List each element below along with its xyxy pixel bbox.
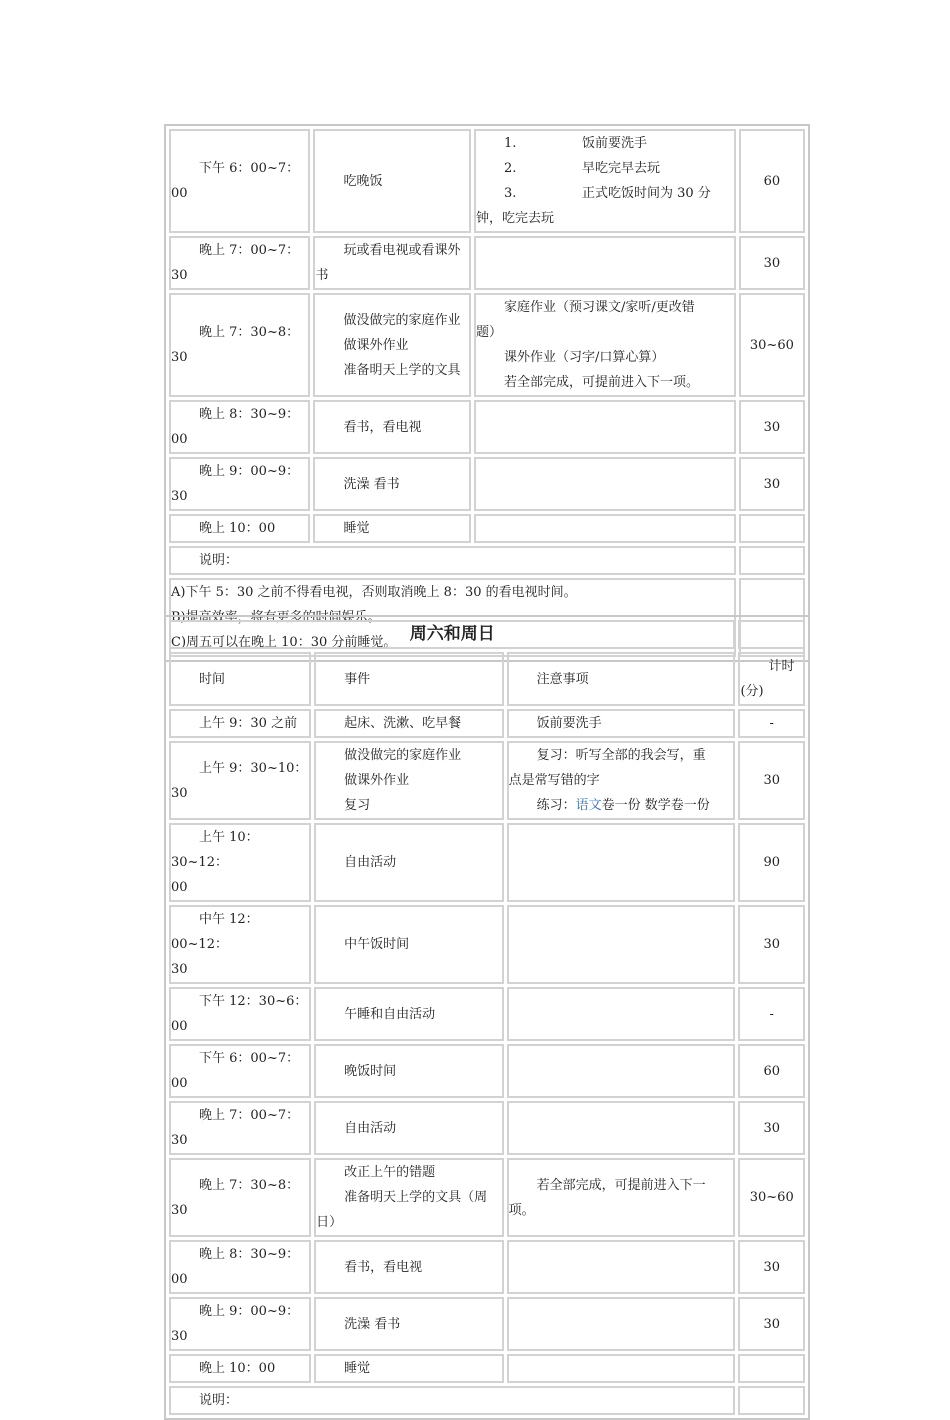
minutes-cell: 90 [738,823,805,902]
notes-cell [474,457,736,511]
table-row [169,514,805,543]
table-row [169,823,805,902]
table-title: 周六和周日 [169,620,735,649]
event-cell: 起床、洗漱、吃早餐 [314,709,504,738]
header-time: 时间 [169,652,311,706]
event-cell: 午睡和自由活动 [314,987,504,1041]
header-event: 事件 [314,652,504,706]
event-cell: 做没做完的家庭作业 做课外作业 准备明天上学的文具 [313,293,471,397]
notes-cell [507,1101,736,1155]
table-row [169,129,805,233]
time-cell: 上午 9：30~10：30 [169,741,311,820]
table-row [169,236,805,290]
note-line: 2. 早吃完早去玩 [503,161,660,176]
minutes-cell: - [738,987,805,1041]
header-minutes: 计时 (分) [738,652,805,706]
notes-cell [474,236,736,290]
time-cell: 晚上 8：30~9：00 [169,400,310,454]
table-row [169,1297,805,1351]
minutes-cell [739,546,805,575]
table-row [169,1044,805,1098]
event-cell: 睡觉 [313,514,471,543]
minutes-cell: 60 [738,1044,805,1098]
event-cell: 看书，看电视 [313,400,471,454]
notes-cell: 若全部完成，可提前进入下一 项。 [507,1158,736,1237]
notes-cell [474,514,736,543]
event-cell: 自由活动 [314,1101,504,1155]
minutes-cell [738,1354,805,1383]
notes-cell [474,129,736,233]
table-row [169,293,805,397]
table-row [169,457,805,511]
event-cell: 自由活动 [314,823,504,902]
table-row [169,905,805,984]
event-cell: 看书，看电视 [314,1240,504,1294]
table-row [169,400,805,454]
event-cell: 洗澡 看书 [314,1297,504,1351]
minutes-cell [738,1386,805,1415]
minutes-cell: 30 [739,400,805,454]
minutes-cell: 60 [739,129,805,233]
notes-cell [474,400,736,454]
minutes-cell: 30 [738,1101,805,1155]
notes-cell [507,987,736,1041]
minutes-cell [738,620,805,649]
note-line: 1. 饭前要洗手 [503,136,647,151]
minutes-cell: 30 [738,1297,805,1351]
event-cell: 洗澡 看书 [313,457,471,511]
event-cell: 玩或看电视或看课外 书 [313,236,471,290]
event-cell: 做没做完的家庭作业 做课外作业 复习 [314,741,504,820]
notes-cell [507,1044,736,1098]
time-cell: 下午 12：30~6：00 [169,987,311,1041]
table-row [169,741,805,820]
explain-label: 说明： [169,546,736,575]
time-cell: 晚上 7：00~7：30 [169,1101,311,1155]
minutes-cell: 30 [738,1240,805,1294]
time-cell: 晚上 7：30~8：30 [169,1158,311,1237]
table-row [169,1158,805,1237]
notes-cell: 饭前要洗手 [507,709,736,738]
minutes-cell: 30 [738,905,805,984]
event-cell: 晚饭时间 [314,1044,504,1098]
time-cell: 晚上 9：00~9：30 [169,457,310,511]
event-cell: 改正上午的错题 准备明天上学的文具（周 日） [314,1158,504,1237]
notes-cell [507,1354,736,1383]
minutes-cell [739,514,805,543]
notes-cell [507,823,736,902]
table-row [169,1101,805,1155]
time-cell: 晚上 8：30~9：00 [169,1240,311,1294]
time-cell: 晚上 10：00 [169,1354,311,1383]
time-cell: 上午 10：30~12： 00 [169,823,311,902]
minutes-cell: 30 [738,741,805,820]
note-line: 钟，吃完去玩 [475,211,554,226]
minutes-cell: - [738,709,805,738]
notes-cell [507,1240,736,1294]
time-cell: 晚上 7：30~8：30 [169,293,310,397]
time-cell: 下午 6：00~7：00 [169,129,310,233]
minutes-cell: 30~60 [739,293,805,397]
table-row [169,546,805,575]
table-row [169,1240,805,1294]
notes-cell: 家庭作业（预习课文/家听/更改错 题） 课外作业（习字/口算心算） 若全部完成，可提前进入下一项。 [474,293,736,397]
explain-line: A)下午 5：30 之前不得看电视，否则取消晚上 8：30 的看电视时间。 [171,585,577,600]
time-cell: 上午 9：30 之前 [169,709,311,738]
header-notes: 注意事项 [507,652,736,706]
time-cell: 下午 6：00~7：00 [169,1044,311,1098]
minutes-cell: 30~60 [738,1158,805,1237]
chinese-link[interactable]: 语文 [575,798,602,813]
explain-line: C)周五可以在晚上 10：30 分前睡觉。 [171,635,397,650]
time-cell: 晚上 7：00~7：30 [169,236,310,290]
notes-cell [507,1297,736,1351]
notes-cell [507,905,736,984]
note-line: 3. 正式吃饭时间为 30 分 [503,186,711,201]
time-cell: 晚上 9：00~9：30 [169,1297,311,1351]
minutes-cell: 30 [739,457,805,511]
explain-line: B)提高效率，将有更多的时间娱乐。 [171,610,381,625]
weekend-schedule-table [164,615,810,1420]
header-row [169,652,805,706]
minutes-cell: 30 [739,236,805,290]
table-row [169,709,805,738]
table-row [169,620,805,649]
time-cell: 晚上 10：00 [169,514,310,543]
time-cell: 中午 12：00~12： 30 [169,905,311,984]
event-cell: 吃晚饭 [313,129,471,233]
table-row [169,1354,805,1383]
explain-label: 说明： [169,1386,735,1415]
weekday-schedule-table [164,124,810,662]
table-row [169,987,805,1041]
event-cell: 中午饭时间 [314,905,504,984]
table-row [169,1386,805,1415]
event-cell: 睡觉 [314,1354,504,1383]
notes-cell: 复习：听写全部的我会写，重 点是常写错的字 练习：语文卷一份 数学卷一份 [507,741,736,820]
